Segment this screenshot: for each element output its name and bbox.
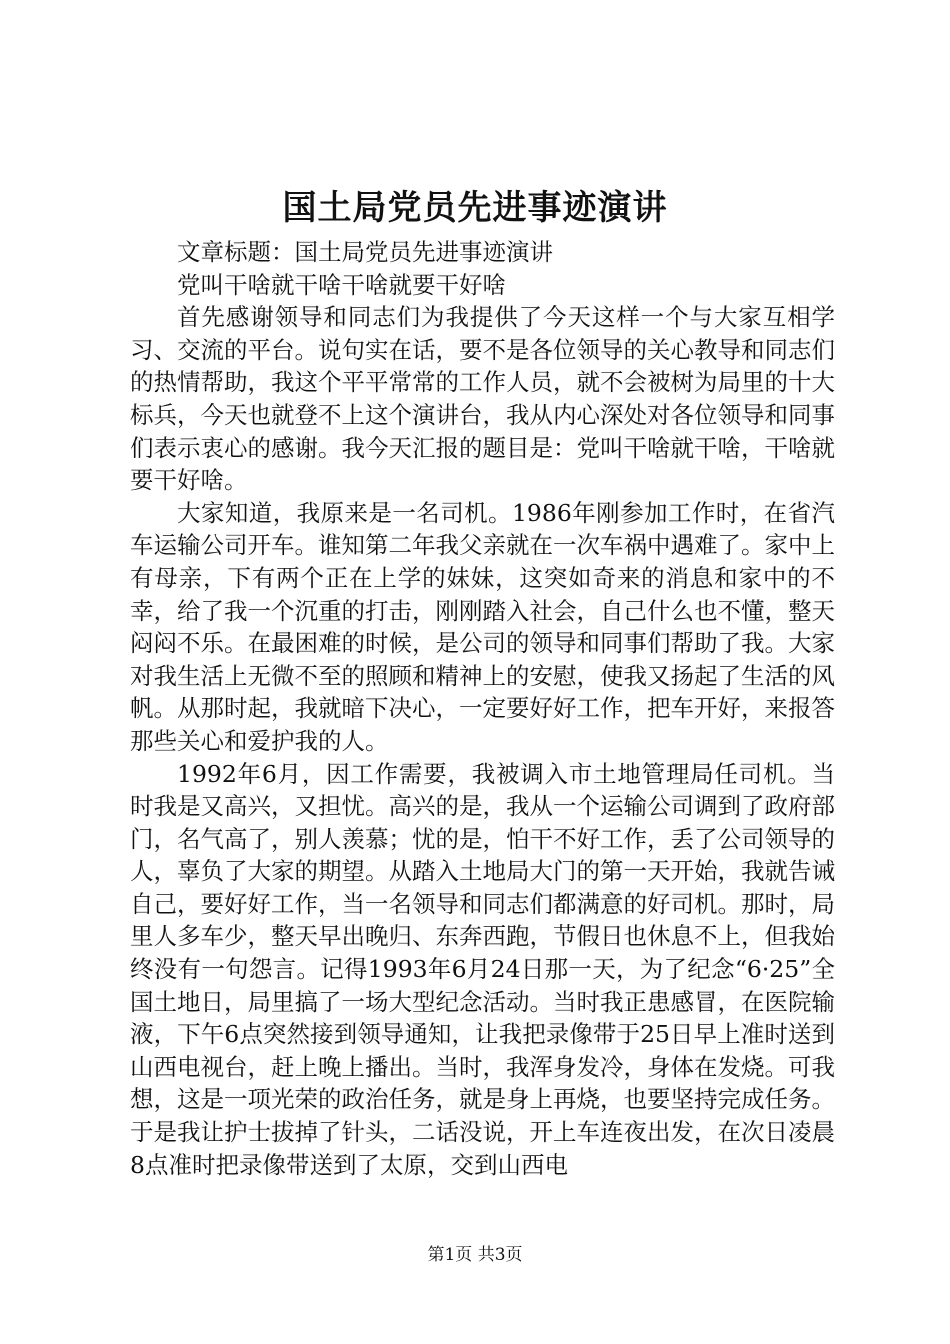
- paragraph: 1992年6月，因工作需要，我被调入市土地管理局任司机。当时我是又高兴，又担忧。高兴的是，我从一个运输公司调到了政府部门，名气高了，别人羡慕；忧的是，怕干不好工作，丢了公司领导的人，辜负了大家的期望。从踏入土地局大门的第一天开始，我就告诫自己，要好好工作，当一名领导和同志们都满意的好司机。那时，局里人多车少，整天早出晚归、东奔西跑，节假日也休息不上，但我始终没有一句怨言。记得1993年6月24日那一天，为了纪念“6·25”全国土地日，局里搞了一场大型纪念活动。当时我正患感冒，在医院输液，下午6点突然接到领导通知，让我把录像带于25日早上准时送到山西电视台，赶上晚上播出。当时，我浑身发冷，身体在发烧。可我想，这是一项光荣的政治任务，就是身上再烧，也要坚持完成任务。于是我让护士拔掉了针头，二话没说，开上车连夜出发，在次日凌晨8点准时把录像带送到了太原，交到山西电: [130, 759, 835, 1179]
- article-title-line: 文章标题：国土局党员先进事迹演讲: [177, 238, 553, 266]
- speech-subtitle: 党叫干啥就干啥干啥就要干好啥: [177, 270, 506, 299]
- document-title: 国土局党员先进事迹演讲: [282, 188, 668, 228]
- page-number-footer: 第1页 共3页: [427, 1245, 523, 1265]
- document-body: [130, 236, 835, 1181]
- paragraph: 大家知道，我原来是一名司机。1986年刚参加工作时，在省汽车运输公司开车。谁知第二年我父亲就在一次车祸中遇难了。家中上有母亲，下有两个正在上学的妹妹，这突如奇来的消息和家中的不幸，给了我一个沉重的打击，刚刚踏入社会，自己什么也不懂，整天闷闷不乐。在最困难的时候，是公司的领导和同事们帮助了我。大家对我生活上无微不至的照顾和精神上的安慰，使我又扬起了生活的风帆。从那时起，我就暗下决心，一定要好好工作，把车开好，来报答那些关心和爱护我的人。: [130, 498, 835, 755]
- paragraph: 首先感谢领导和同志们为我提供了今天这样一个与大家互相学习、交流的平台。说句实在话，要不是各位领导的关心教导和同志们的热情帮助，我这个平平常常的工作人员，就不会被树为局里的十大标兵，今天也就登不上这个演讲台，我从内心深处对各位领导和同事们表示衷心的感谢。我今天汇报的题目是：党叫干啥就干啥，干啥就要干好啥。: [130, 303, 835, 495]
